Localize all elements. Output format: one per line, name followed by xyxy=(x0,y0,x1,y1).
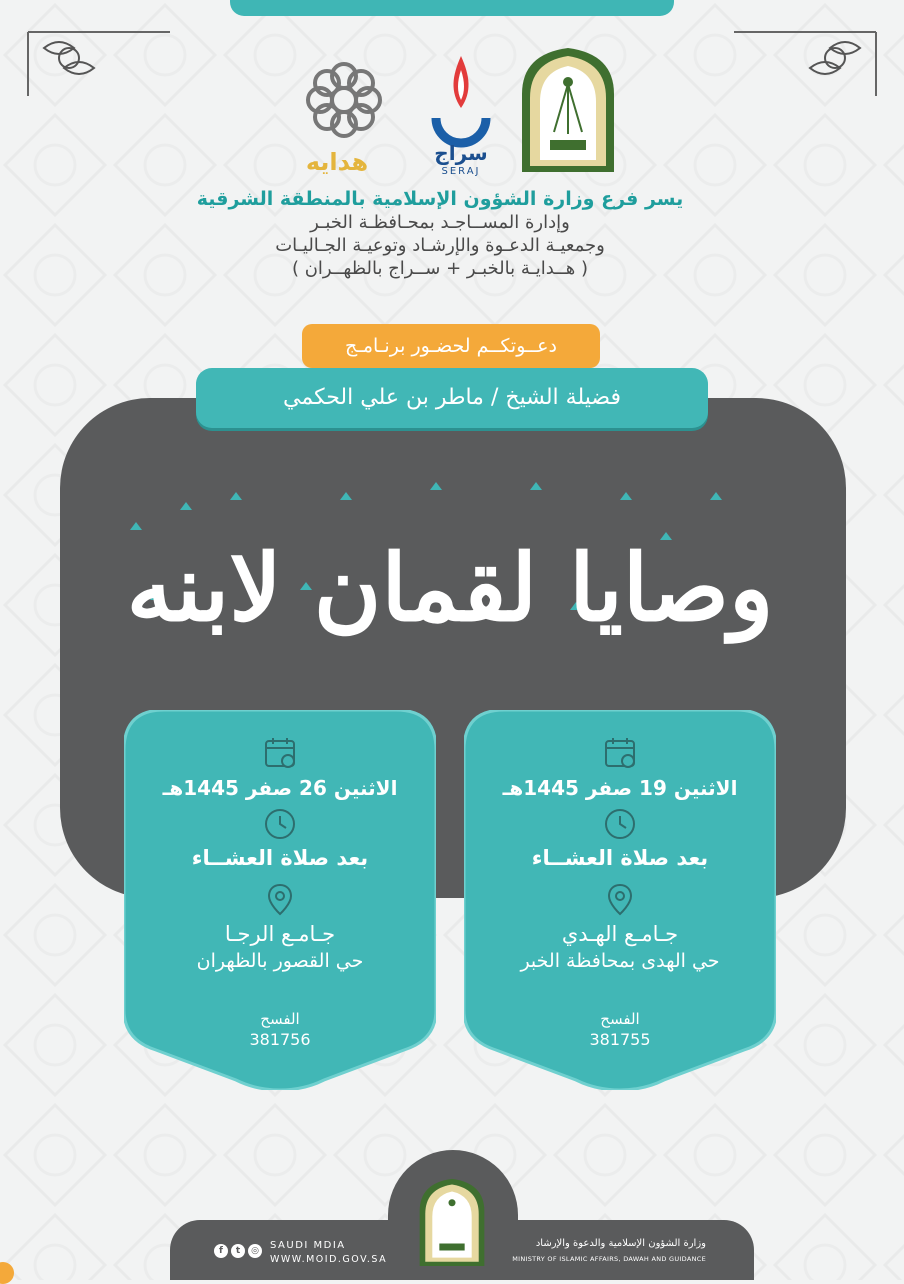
facebook-icon[interactable]: f xyxy=(214,1244,228,1258)
location-pin-icon xyxy=(602,882,638,918)
event-district: حي القصور بالظهران xyxy=(196,950,364,972)
seraj-logo xyxy=(428,48,494,178)
hedaya-logo-text: هدايه xyxy=(305,148,369,176)
event-district: حي الهدى بمحافظة الخبر xyxy=(520,950,720,972)
event-time: بعد صلاة العشــاء xyxy=(191,846,369,870)
logo-row xyxy=(0,40,904,180)
calendar-icon xyxy=(262,734,298,770)
ministry-emblem xyxy=(514,44,622,172)
intro-line-3: وجمعيـة الدعـوة والإرشـاد وتوعيـة الجـاليـات xyxy=(275,235,605,256)
instagram-icon[interactable]: ◎ xyxy=(248,1244,262,1258)
ministry-name-ar: وزارة الشؤون الإسلامية والدعوة والإرشاد xyxy=(535,1238,706,1249)
seraj-logo-text-en: SERAJ xyxy=(441,166,481,177)
program-title xyxy=(100,470,800,670)
social-icons xyxy=(214,1244,262,1258)
intro-line-1: يسر فرع وزارة الشؤون الإسلامية بالمنطقة الشرقية xyxy=(196,188,684,210)
intro-text xyxy=(160,188,720,280)
event-card-second xyxy=(124,710,436,1090)
intro-line-4: ( هــدايـة بالخبـر + ســراج بالظهــران ) xyxy=(291,258,589,279)
top-decor-tab xyxy=(230,0,674,16)
location-pin-icon xyxy=(262,882,298,918)
event-mosque: جـامـع الهـدي xyxy=(561,922,679,946)
event-card-first xyxy=(464,710,776,1090)
invite-label: دعــوتكــم لحضـور برنـامـج xyxy=(302,324,600,368)
twitter-icon[interactable]: t xyxy=(231,1244,245,1258)
permit-number: 381756 xyxy=(249,1030,311,1049)
event-mosque: جـامـع الرجـا xyxy=(224,922,336,946)
footer-ministry-emblem xyxy=(414,1176,490,1266)
permit-label: الفسح xyxy=(260,1010,300,1028)
event-date: الاثنين 26 صفر 1445هـ xyxy=(162,776,398,800)
hedaya-logo xyxy=(282,58,392,178)
calendar-icon xyxy=(602,734,638,770)
saudi-media-label: SAUDI MDIA xyxy=(270,1240,346,1251)
permit-number: 381755 xyxy=(589,1030,651,1049)
event-time: بعد صلاة العشــاء xyxy=(531,846,709,870)
clock-icon xyxy=(602,806,638,842)
website-link[interactable]: WWW.MOID.GOV.SA xyxy=(270,1254,388,1265)
program-title-text: وصايا لقمان لابنه xyxy=(126,534,774,642)
intro-line-2: وإدارة المســاجـد بمحـافظـة الخبـر xyxy=(310,212,570,233)
sheikh-name: فضيلة الشيخ / ماطر بن علي الحكمي xyxy=(196,368,708,428)
event-date: الاثنين 19 صفر 1445هـ xyxy=(502,776,738,800)
permit-label: الفسح xyxy=(600,1010,640,1028)
ministry-name-en: MINISTRY OF ISLAMIC AFFAIRS, DAWAH AND GUIDANCE xyxy=(512,1255,706,1263)
seraj-logo-text-ar: سراج xyxy=(434,141,488,165)
clock-icon xyxy=(262,806,298,842)
